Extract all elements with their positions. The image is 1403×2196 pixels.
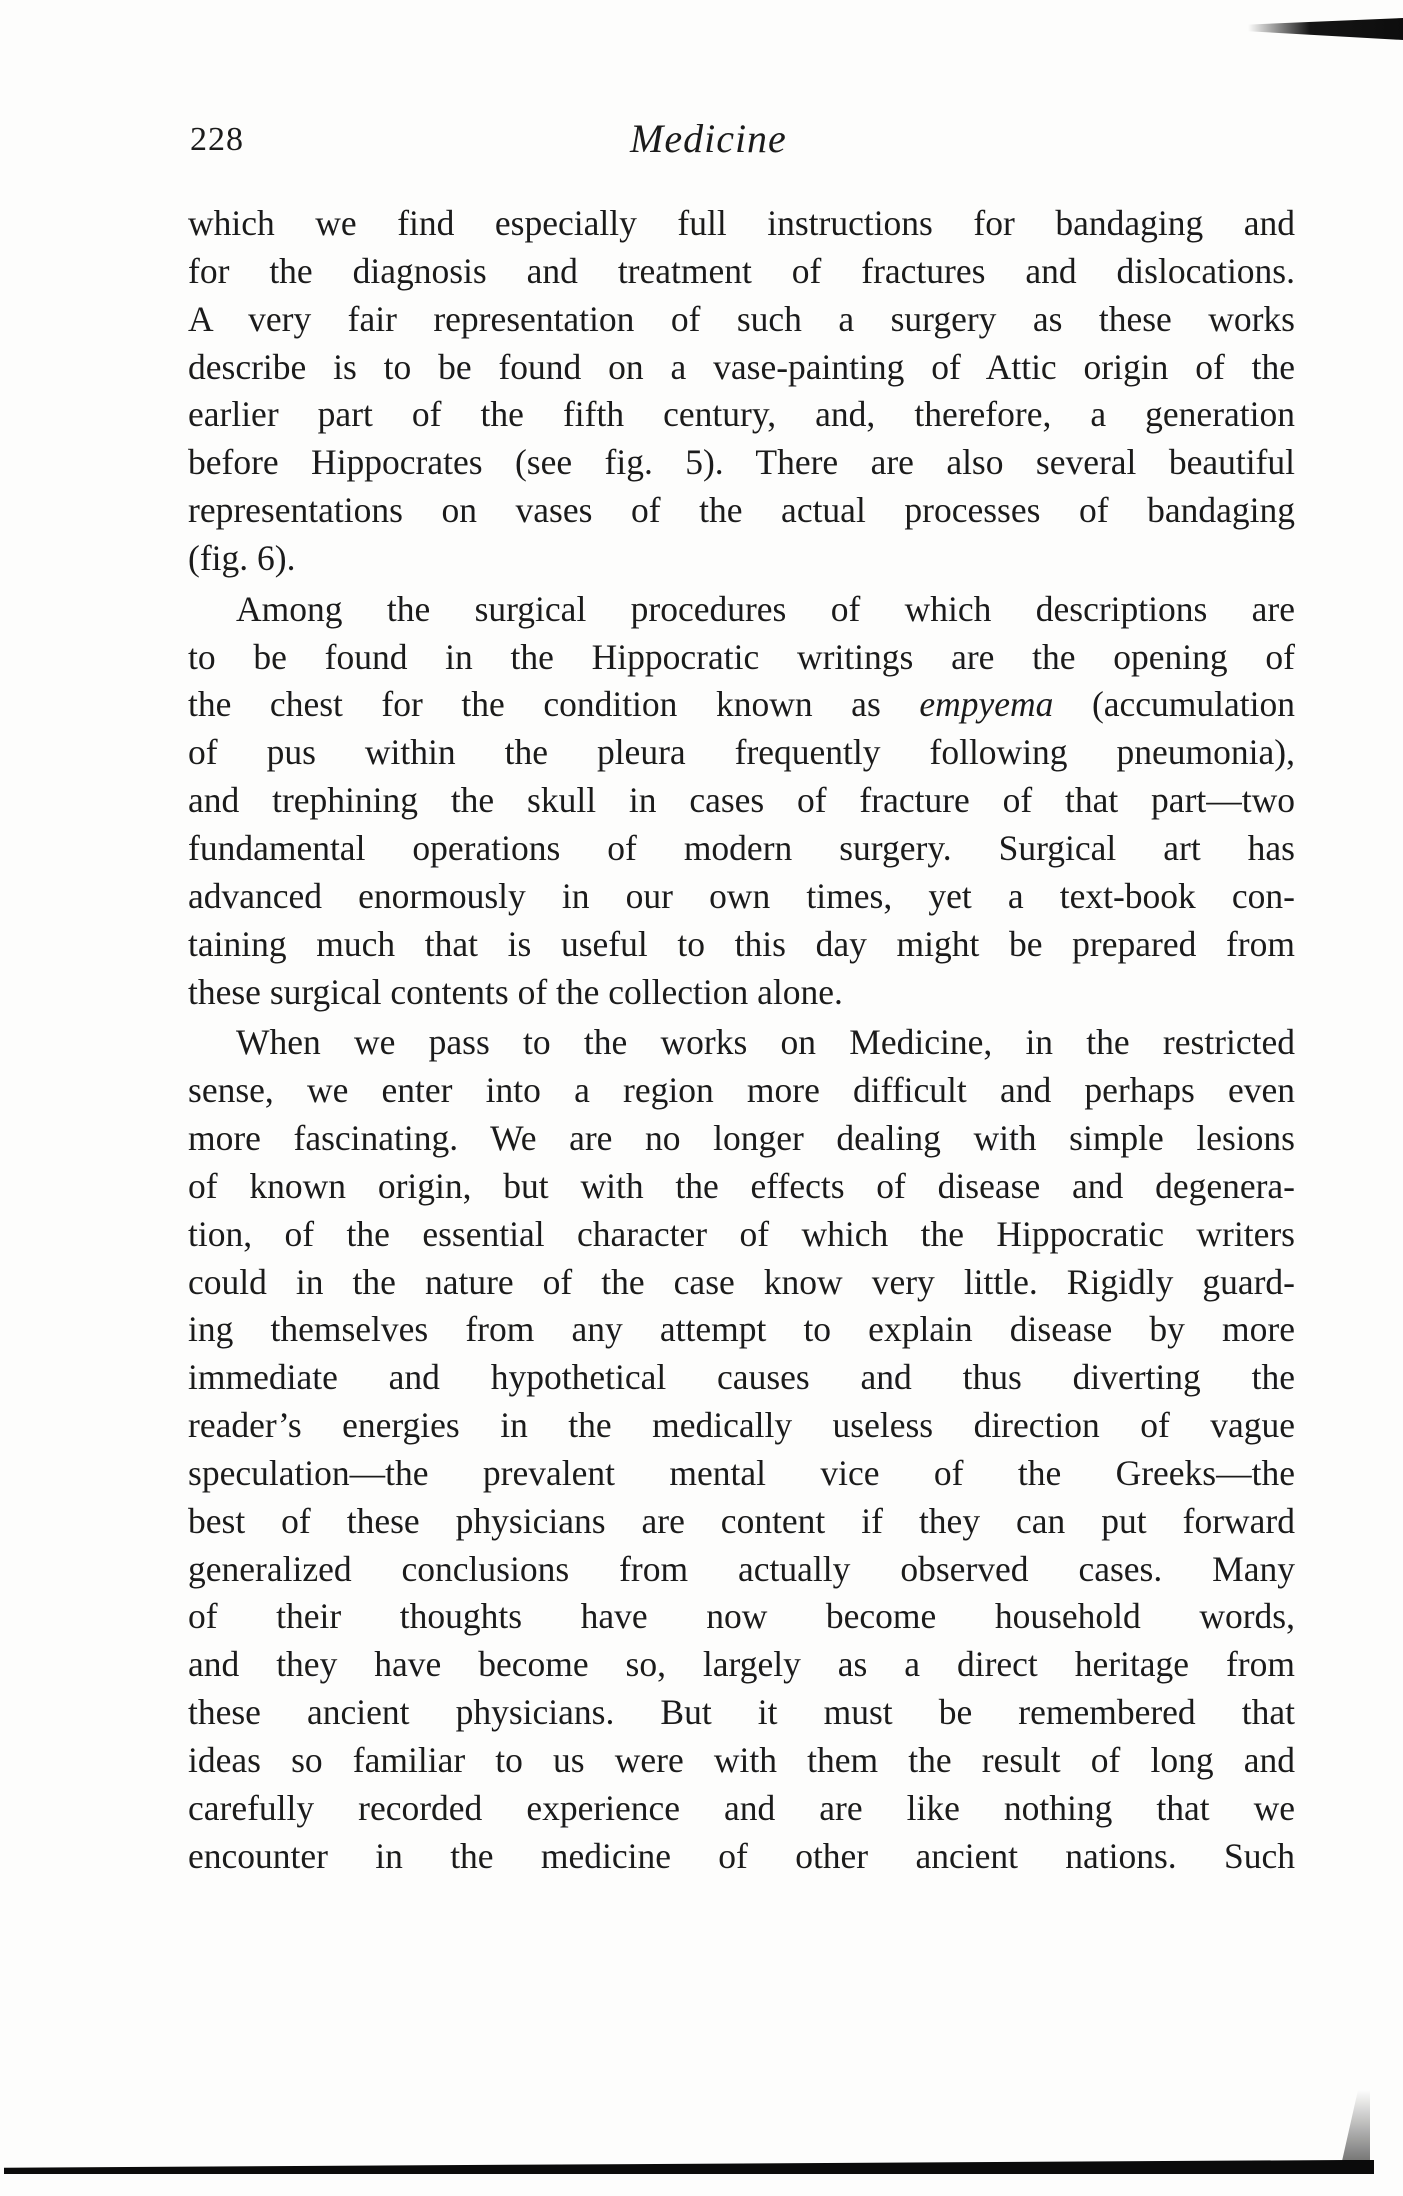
text-line: advanced enormously in our own times, yet a text-book con- xyxy=(188,875,1295,916)
text-line: ing themselves from any attempt to explain disease by more xyxy=(188,1309,1295,1350)
page-header xyxy=(190,115,1295,175)
text-line: more fascinating. We are no longer dealing with simple lesions xyxy=(188,1118,1295,1159)
text-line: these surgical contents of the collection alone. xyxy=(188,971,843,1012)
text-line: A very fair representation of such a surgery as these works xyxy=(188,298,1295,339)
scan-bottom-edge xyxy=(4,2160,1374,2174)
text-line: encounter in the medicine of other ancient nations. Such xyxy=(188,1835,1295,1876)
text-line: describe is to be found on a vase-painting of Attic origin of the xyxy=(188,346,1295,387)
text-line: fundamental operations of modern surgery. Surgical art has xyxy=(188,827,1295,868)
text-line: before Hippocrates (see fig. 5). There are also several beautiful xyxy=(188,442,1295,483)
body-text xyxy=(188,200,1295,1881)
text-line: best of these physicians are content if they can put forward xyxy=(188,1500,1295,1541)
running-title: Medicine xyxy=(630,116,787,161)
text-line: to be found in the Hippocratic writings are the opening of xyxy=(188,636,1295,677)
text-line: taining much that is useful to this day might be prepared from xyxy=(188,923,1295,964)
text-line: these ancient physicians. But it must be remembered that xyxy=(188,1692,1295,1733)
text-line: immediate and hypothetical causes and thus diverting the xyxy=(188,1357,1295,1398)
text-line: When we pass to the works on Medicine, in the restricted xyxy=(236,1022,1295,1063)
text-line: earlier part of the fifth century, and, therefore, a generation xyxy=(188,394,1295,435)
text-line: ideas so familiar to us were with them the result of long and xyxy=(188,1740,1295,1780)
scan-edge-shadow xyxy=(1340,2090,1370,2170)
text-fragment: the chest for the condition known as xyxy=(188,684,881,725)
text-line: Among the surgical procedures of which descriptions are xyxy=(236,588,1295,629)
text-line: sense, we enter into a region more difficult and perhaps even xyxy=(188,1070,1295,1111)
text-line: which we find especially full instructions for bandaging and xyxy=(188,203,1295,243)
text-line: for the diagnosis and treatment of fractures and dislocations. xyxy=(188,250,1295,291)
text-line: generalized conclusions from actually observed cases. Many xyxy=(188,1548,1295,1589)
page-number: 228 xyxy=(190,121,244,158)
text-line: reader’s energies in the medically useless direction of vague xyxy=(188,1405,1295,1446)
scan-edge-mark xyxy=(1248,18,1403,40)
text-line: of their thoughts have now become household words, xyxy=(188,1596,1295,1637)
text-line: and they have become so, largely as a direct heritage from xyxy=(188,1644,1295,1685)
text-line: (fig. 6). xyxy=(188,537,296,578)
text-fragment: (accumulation xyxy=(1091,684,1295,725)
text-line: speculation—the prevalent mental vice of the Greeks—the xyxy=(188,1452,1295,1493)
italic-term: empyema xyxy=(919,684,1054,725)
text-line: tion, of the essential character of which the Hippocratic writers xyxy=(188,1213,1295,1254)
text-line: could in the nature of the case know very little. Rigidly guard- xyxy=(188,1261,1295,1302)
text-line: and trephining the skull in cases of fracture of that part—two xyxy=(188,780,1295,821)
text-line: of known origin, but with the effects of disease and degenera- xyxy=(188,1165,1295,1206)
text-line xyxy=(188,681,1295,729)
text-line: representations on vases of the actual processes of bandaging xyxy=(188,490,1295,531)
text-line: of pus within the pleura frequently following pneumonia), xyxy=(188,732,1295,773)
text-line: carefully recorded experience and are like nothing that we xyxy=(188,1787,1295,1828)
